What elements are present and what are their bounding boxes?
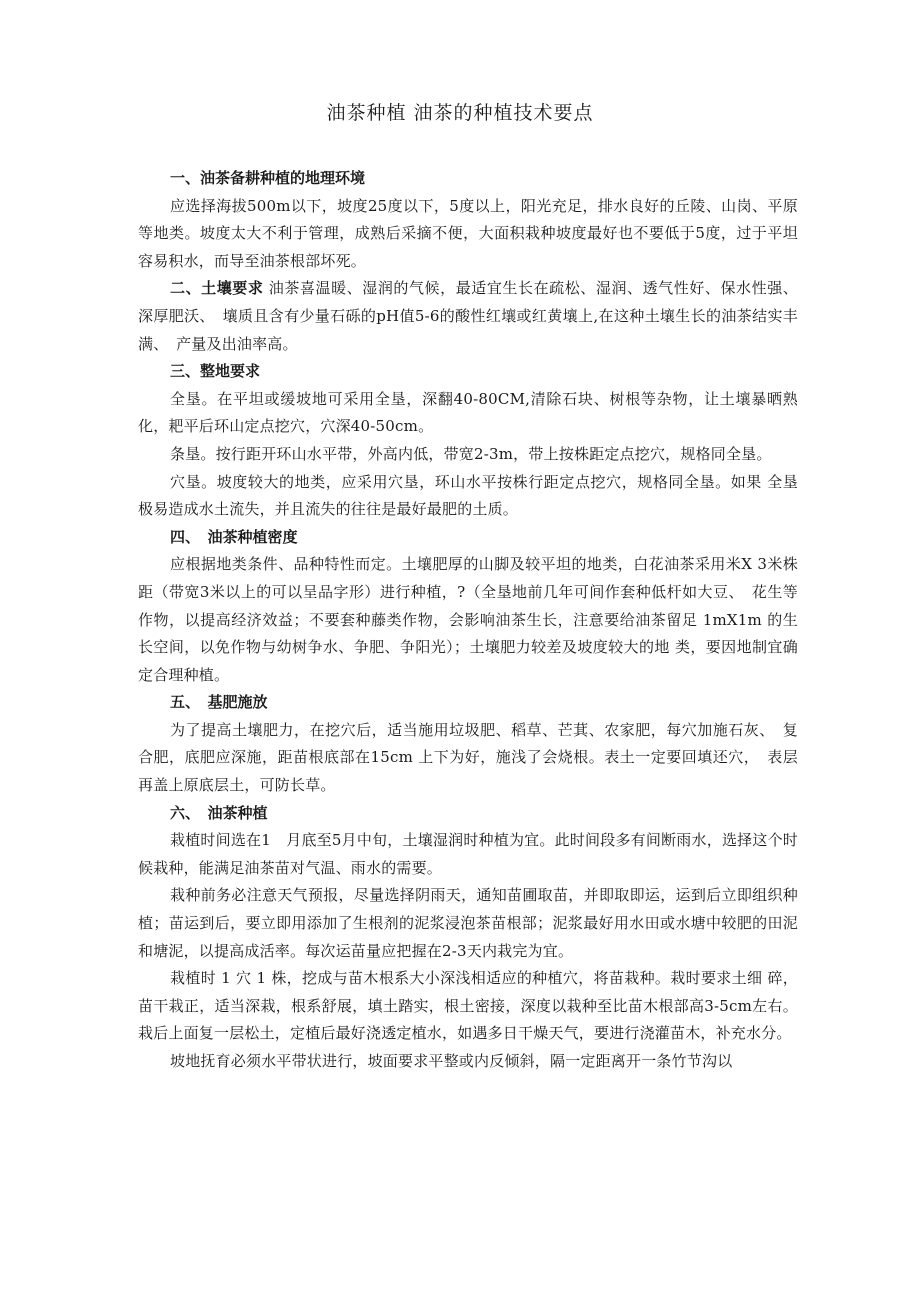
paragraph: 全垦。在平坦或缓坡地可采用全垦，深翻40-80CM,清除石块、树根等杂物，让土壤暴晒熟化，耙平后环山定点挖穴，穴深40-50cm。 [138, 389, 798, 436]
section-heading: 三、整地要求 [170, 362, 261, 381]
paragraph: 坡地抚育必须水平带状进行，坡面要求平整或内反倾斜，隔一定距离开一条竹节沟以 [170, 1052, 733, 1070]
paragraph-with-inline-heading [138, 275, 798, 358]
section-heading: 一、油茶备耕种植的地理环境 [170, 169, 366, 187]
paragraph-text: 油茶喜温暖、湿润的气候，最适宜生长在疏松、湿润、透气性好、保水性强、深厚肥沃、 壤质且含有少量石砾的pH值5-6的酸性红壤或红黄壤上,在这种土壤生长的油茶结实丰满、 产量及出油率高。 [138, 279, 798, 353]
paragraph: 穴垦。坡度较大的地类，应采用穴垦，环山水平按株行距定点挖穴，规格同全垦。如果 全垦极易造成水土流失，并且流失的往往是最好最肥的土质。 [138, 472, 798, 519]
section-heading-inline: 二、土壤要求 [170, 279, 264, 298]
page-title: 油茶种植 油茶的种植技术要点 [326, 102, 594, 124]
paragraph: 栽植时 1 穴 1 株，挖成与苗木根系大小深浅相适应的种植穴，将苗栽种。栽时要求土细 碎，苗干栽正，适当深栽，根系舒展，填土踏实，根土密接，深度以栽种至比苗木根部高3-5cm左右。栽后上面复一层松土，定植后最好浇透定植水，如遇多日干燥天气，要进行浇灌苗木，补充水分。 [138, 969, 798, 1043]
section-heading: 六、 油茶种植 [170, 803, 268, 822]
paragraph: 栽种前务必注意天气预报，尽量选择阴雨天，通知苗圃取苗，并即取即运，运到后立即组织种植；苗运到后，要立即用添加了生根剂的泥浆浸泡茶苗根部；泥浆最好用水田或水塘中较肥的田泥和塘泥，以提高成活率。每次运苗量应把握在2-3天内栽完为宜。 [138, 886, 798, 960]
paragraph: 栽植时间选在1 月底至5月中旬，土壤湿润时种植为宜。此时间段多有间断雨水，选择这个时候栽种，能满足油茶苗对气温、雨水的需要。 [138, 831, 798, 877]
paragraph: 应根据地类条件、品种特性而定。土壤肥厚的山脚及较平坦的地类，白花油茶采用米X 3米株距（带宽3米以上的可以呈品字形）进行种植，?（全垦地前几年可间作套种低杆如大豆、 花生等作物，以提高经济效益；不要套种藤类作物，会影响油茶生长，注意要给油茶留足 1mX1m 的生长空间，以免作物与幼树争水、争肥、争阳光）；土壤肥力较差及坡度较大的地 类，要因地制宜确定合理种植。 [138, 555, 798, 684]
paragraph: 为了提高土壤肥力，在挖穴后，适当施用垃圾肥、稻草、芒萁、农家肥，每穴加施石灰、 复合肥，底肥应深施，距苗根底部在15cm 上下为好，施浅了会烧根。表土一定要回填还穴， 表层再盖上原底层土，可防长草。 [138, 720, 798, 795]
section-heading: 四、 油茶种植密度 [170, 527, 298, 546]
paragraph: 应选择海拔500m以下，坡度25度以下，5度以上，阳光充足，排水良好的丘陵、山岗、平原等地类。坡度太大不利于管理，成熟后采摘不便，大面积栽种坡度最好也不要低于5度，过于平坦容易积水，而导至油茶根部坏死。 [138, 196, 798, 270]
paragraph: 条垦。按行距开环山水平带，外高内低，带宽2-3m，带上按株距定点挖穴，规格同全垦。 [170, 444, 772, 463]
section-heading: 五、 基肥施放 [170, 693, 268, 712]
document-body [138, 165, 798, 1076]
